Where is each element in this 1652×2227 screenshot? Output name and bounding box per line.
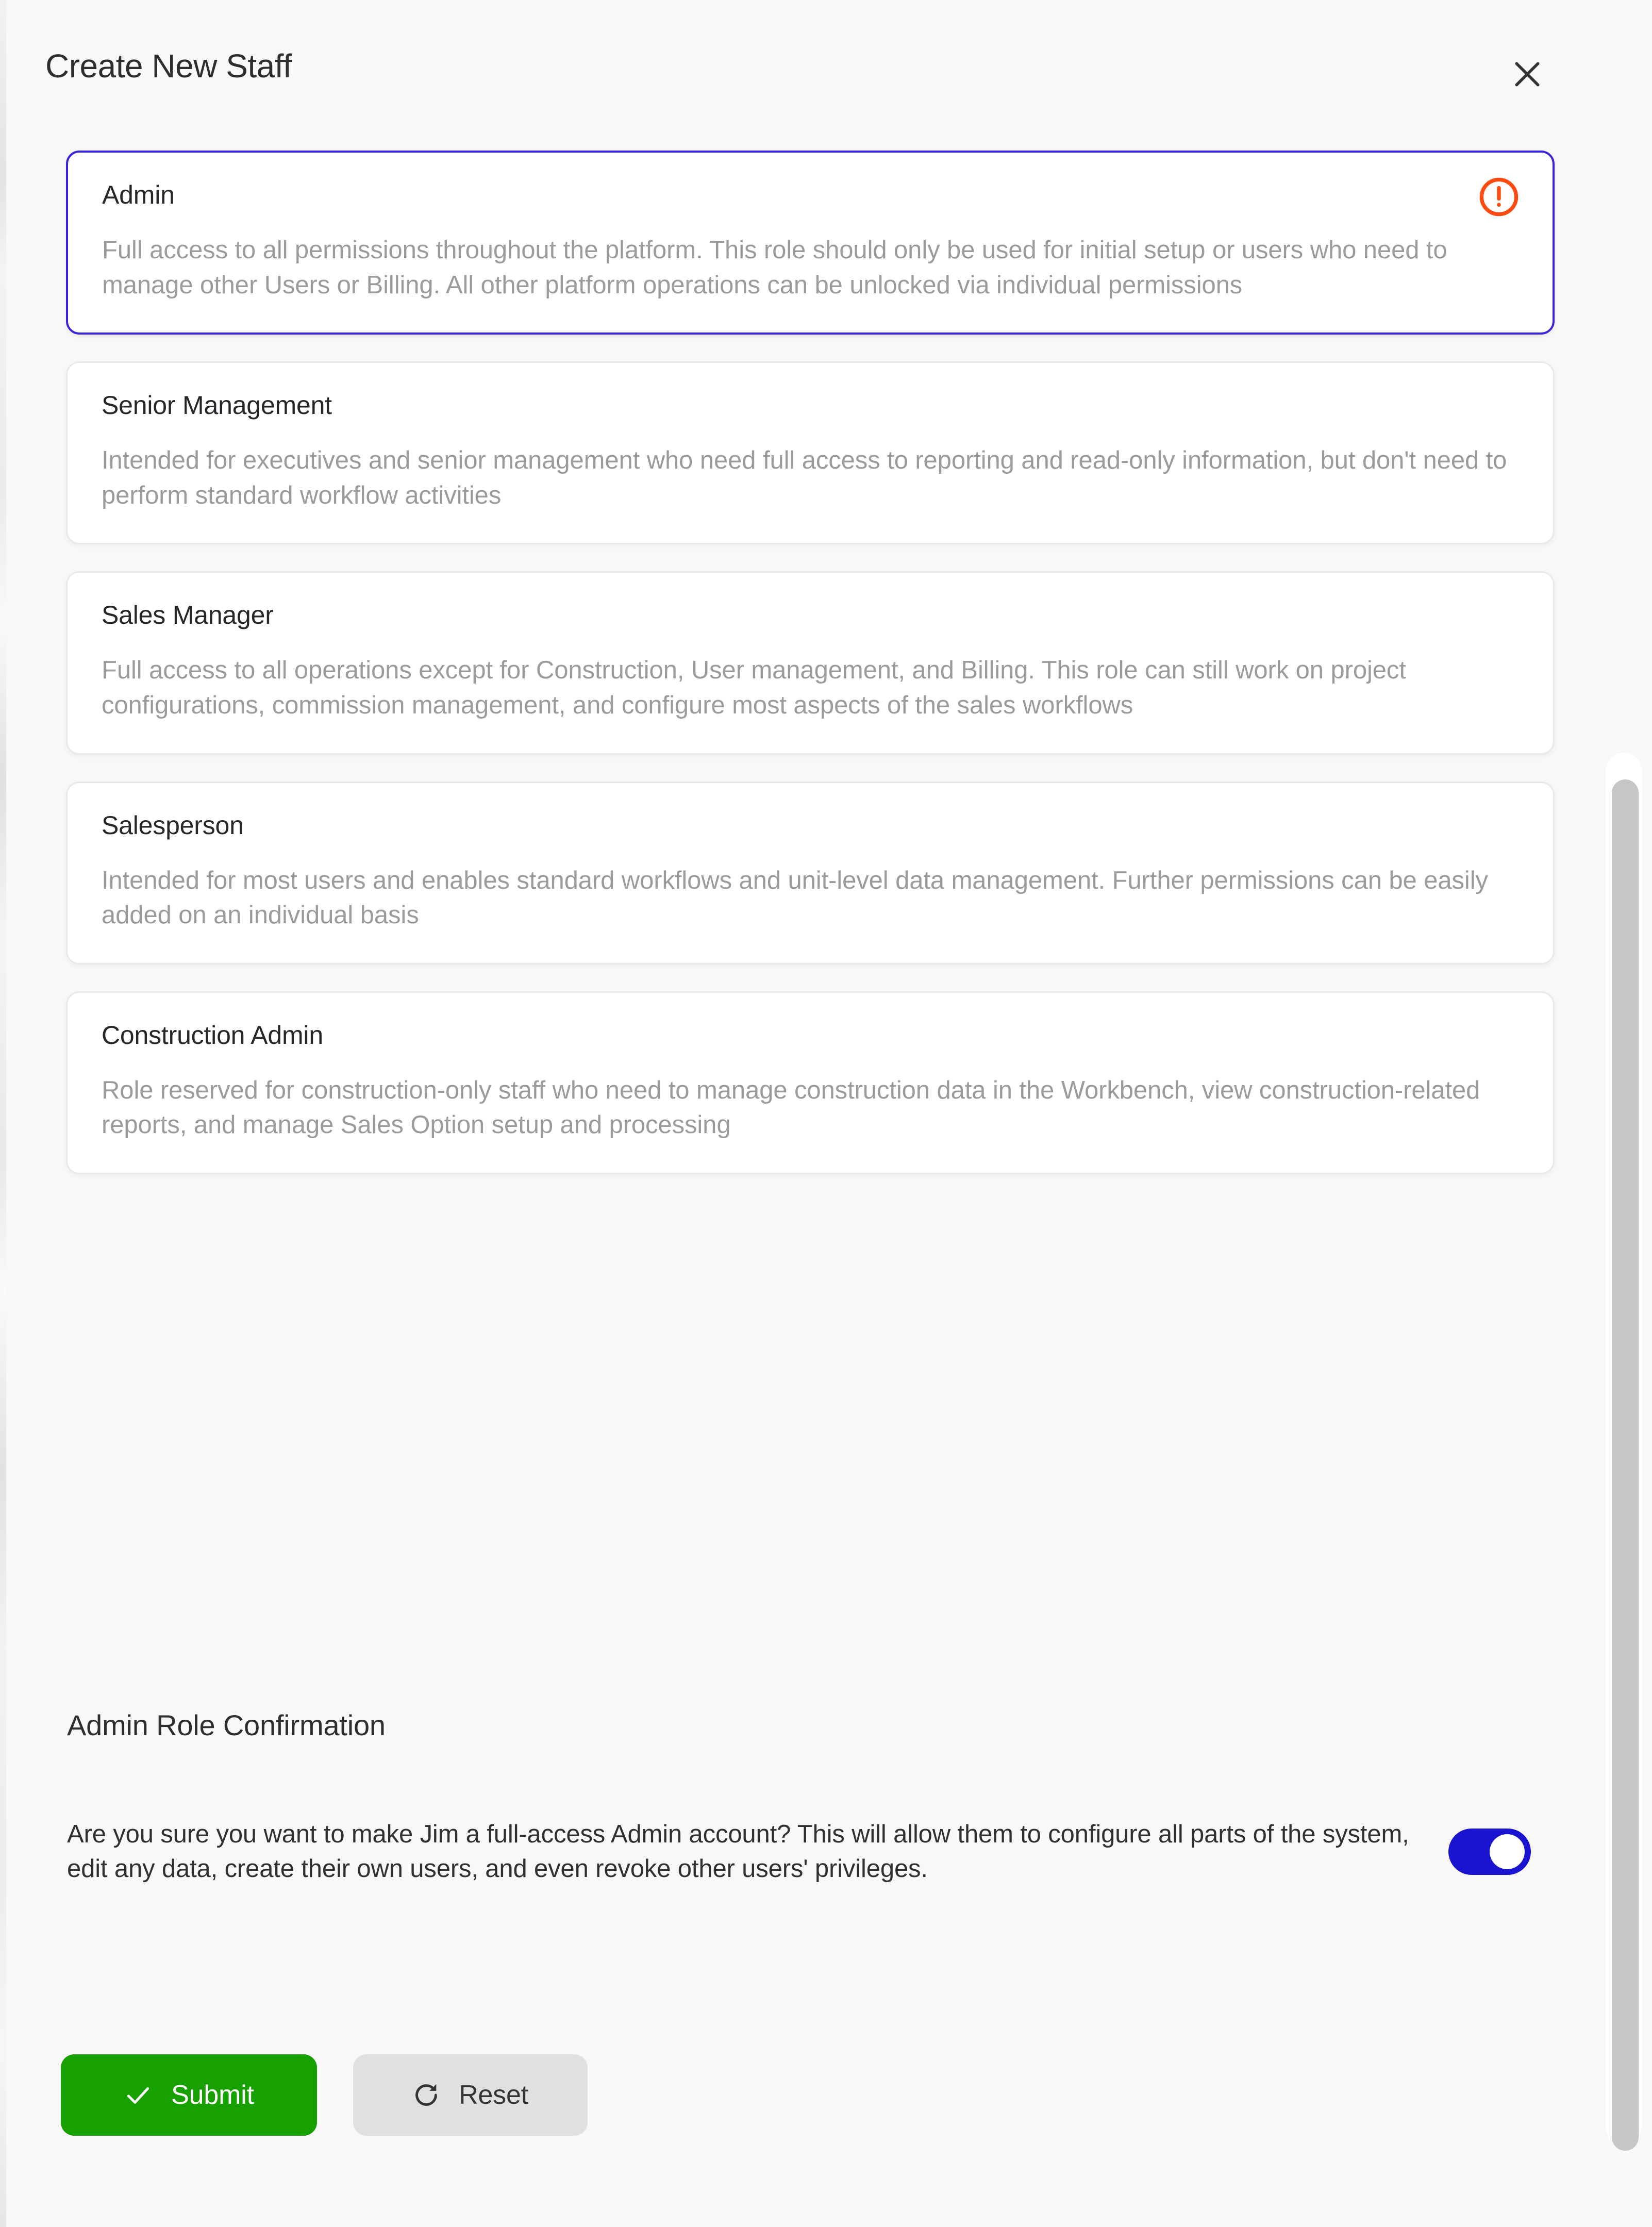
page-title: Create New Staff <box>45 47 292 85</box>
confirmation-text: Are you sure you want to make Jim a full-access Admin account? This will allow them to configure all parts of the system, edit any data, create their own users, and even revoke other users' privileges. <box>67 1820 1409 1883</box>
role-title: Admin <box>102 180 175 209</box>
refresh-icon <box>412 2081 440 2109</box>
role-description: Full access to all permissions throughout the platform. This role should only be used for initial setup or users who need to manage other Users or Billing. All other platform operations can be unlocked via individual permissions <box>102 236 1447 299</box>
role-card-salesperson[interactable] <box>66 782 1555 965</box>
role-card-construction-admin[interactable] <box>66 991 1555 1174</box>
alert-circle-icon <box>1477 175 1521 219</box>
close-button[interactable] <box>1504 51 1551 98</box>
modal-header <box>0 0 1652 140</box>
check-icon <box>124 2081 153 2109</box>
toggle-knob <box>1490 1834 1525 1869</box>
reset-button[interactable] <box>353 2054 588 2136</box>
admin-confirmation-toggle[interactable] <box>1448 1829 1531 1875</box>
close-icon <box>1511 58 1543 90</box>
role-description: Intended for executives and senior management who need full access to reporting and read-only information, but don't need to perform standard workflow activities <box>102 446 1507 509</box>
role-description: Intended for most users and enables standard workflows and unit-level data management. Further permissions can be easily added on an individual basis <box>102 866 1488 929</box>
confirmation-heading: Admin Role Confirmation <box>67 1709 386 1741</box>
role-description: Full access to all operations except for Construction, User management, and Billing. This role can still work on project configurations, commission management, and configure most aspects of the sales workflows <box>102 656 1406 720</box>
confirmation-row <box>67 1817 1562 1886</box>
role-card-sales-manager[interactable] <box>66 571 1555 754</box>
role-description: Role reserved for construction-only staff who need to manage construction data in the Workbench, view construction-related reports, and manage Sales Option setup and processing <box>102 1076 1480 1139</box>
role-title: Senior Management <box>102 391 332 420</box>
role-list-scroll-area[interactable] <box>0 140 1652 1687</box>
role-title: Sales Manager <box>102 601 274 630</box>
role-card-admin[interactable] <box>66 151 1555 335</box>
submit-button[interactable] <box>61 2054 317 2136</box>
scrollbar-thumb[interactable] <box>1612 779 1639 2151</box>
role-title: Construction Admin <box>102 1020 323 1050</box>
role-card-senior-management[interactable] <box>66 361 1555 544</box>
role-title: Salesperson <box>102 810 244 840</box>
reset-button-label: Reset <box>459 2080 528 2110</box>
submit-button-label: Submit <box>171 2080 254 2110</box>
form-actions <box>61 2054 588 2136</box>
role-list <box>0 140 1603 1201</box>
